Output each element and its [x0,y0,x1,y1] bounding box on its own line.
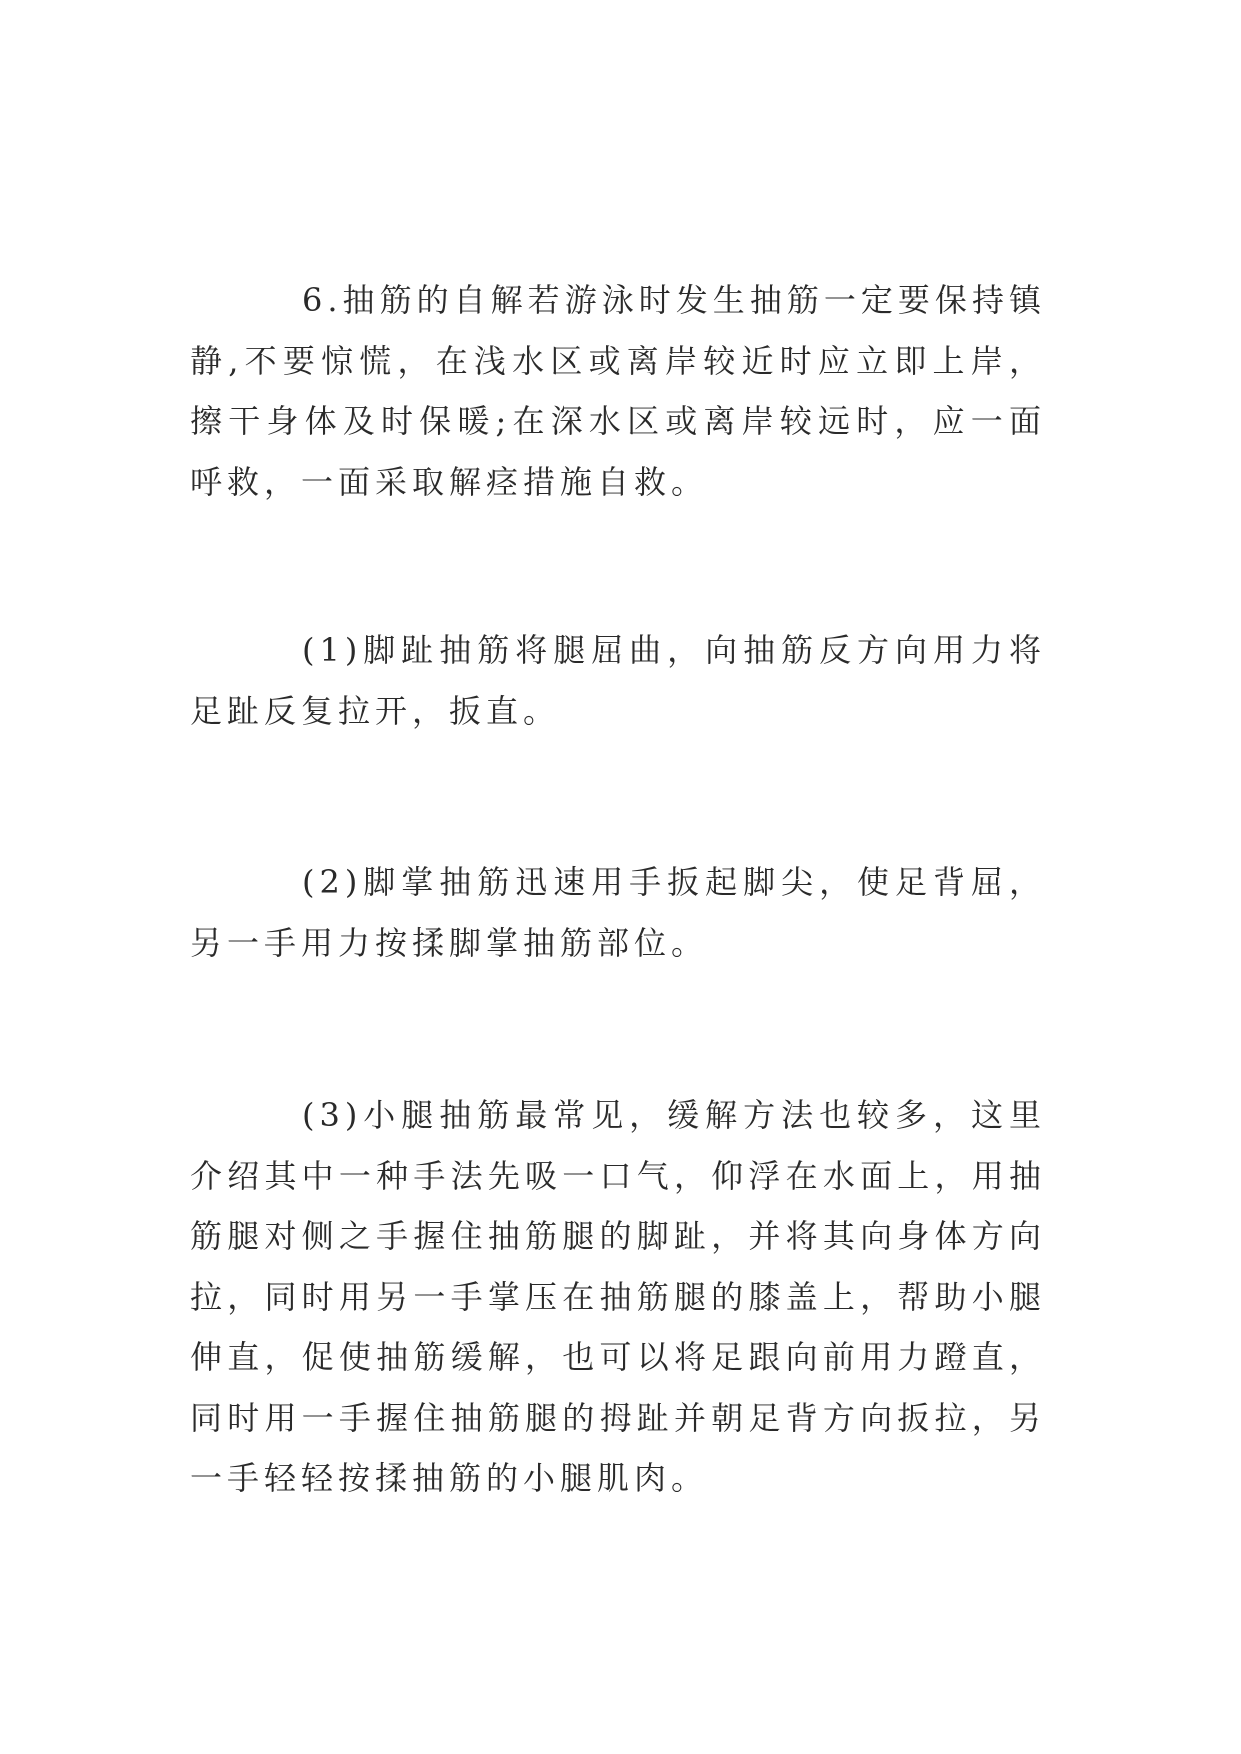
paragraph-calf-cramp: (3)小腿抽筋最常见，缓解方法也较多，这里介绍其中一种手法先吸一口气，仰浮在水面上，用抽筋腿对侧之手握住抽筋腿的脚趾，并将其向身体方向拉，同时用另一手掌压在抽筋腿的膝盖上，帮助小腿伸直，促使抽筋缓解，也可以将足跟向前用力蹬直，同时用一手握住抽筋腿的拇趾并朝足背方向扳拉，另一手轻轻按揉抽筋的小腿肌肉。 [190,1096,1046,1497]
paragraph-sole-cramp: (2)脚掌抽筋迅速用手扳起脚尖，使足背屈，另一手用力按揉脚掌抽筋部位。 [190,863,1046,962]
paragraph-toe-cramp: (1)脚趾抽筋将腿屈曲，向抽筋反方向用力将足趾反复拉开，扳直。 [190,631,1046,730]
paragraph-self-rescue-intro: 6.抽筋的自解若游泳时发生抽筋一定要保持镇静,不要惊慌，在浅水区或离岸较近时应立即上岸，擦干身体及时保暖;在深水区或离岸较远时，应一面呼救，一面采取解痉措施自救。 [190,281,1046,501]
